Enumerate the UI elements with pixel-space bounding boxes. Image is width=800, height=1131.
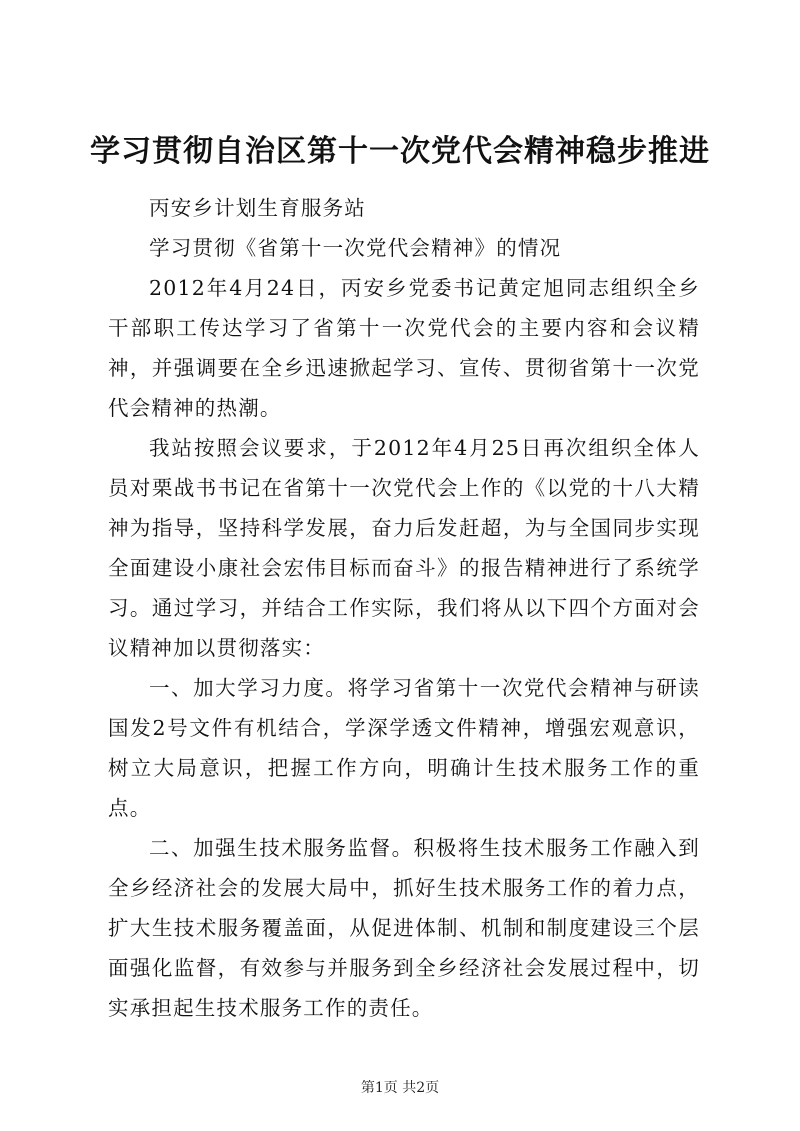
paragraph-point-two: 二、加强生技术服务监督。积极将生技术服务工作融入到全乡经济社会的发展大局中，抓好生技术服务工作的着力点，扩大生技术服务覆盖面，从促进体制、机制和制度建设三个层面强化监督，有效参与并服务到全乡经济社会发展过程中，切实承担起生技术服务工作的责任。 — [108, 836, 700, 1020]
page-number-footer: 第1页 共2页 — [360, 1080, 440, 1096]
paragraph-study-session: 我站按照会议要求，于2012年4月25日再次组织全体人员对栗战书书记在省第十一次党代会上作的《以党的十八大精神为指导，坚持科学发展，奋力后发赶超，为与全国同步实现全面建设小康社会宏伟目标而奋斗》的报告精神进行了系统学习。通过学习，并结合工作实际，我们将从以下四个方面对会议精神加以贯彻落实： — [108, 436, 700, 660]
document-title: 学习贯彻自治区第十一次党代会精神稳步推进 — [90, 134, 710, 169]
paragraph-point-one: 一、加大学习力度。将学习省第十一次党代会精神与研读国发2号文件有机结合，学深学透文件精神，增强宏观意识，树立大局意识，把握工作方向，明确计生技术服务工作的重点。 — [108, 676, 700, 820]
paragraph-organization: 丙安乡计划生育服务站 — [149, 196, 366, 220]
document-body — [108, 188, 700, 1028]
paragraph-meeting-summary: 2012年4月24日，丙安乡党委书记黄定旭同志组织全乡干部职工传达学习了省第十一次党代会的主要内容和会议精神，并强调要在全乡迅速掀起学习、宣传、贯彻省第十一次党代会精神的热潮。 — [108, 276, 700, 420]
paragraph-subtitle: 学习贯彻《省第十一次党代会精神》的情况 — [149, 236, 562, 260]
